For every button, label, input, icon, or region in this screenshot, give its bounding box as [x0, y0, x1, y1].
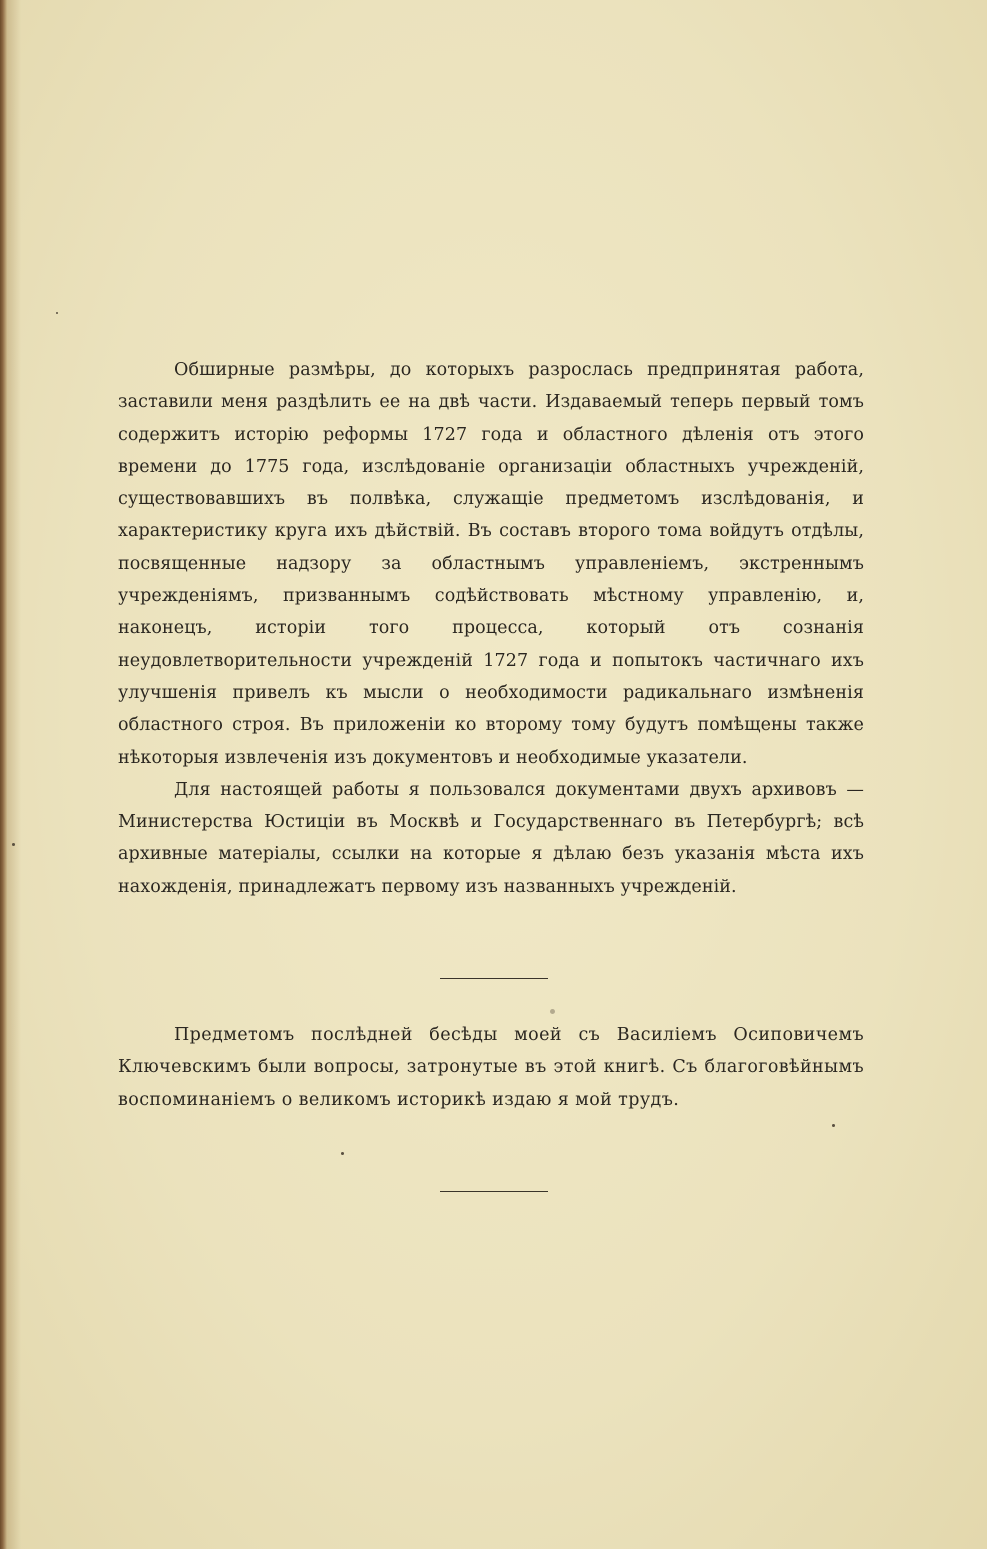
paper-speck [341, 1152, 344, 1155]
paper-speck [56, 312, 58, 314]
paper-speck [12, 843, 15, 846]
section-divider-top [440, 978, 548, 979]
spine-shadow [7, 0, 21, 1549]
preface-text [118, 354, 864, 903]
dedication-paragraph: Предметомъ послѣдней бесѣды моей съ Василіемъ Осиповичемъ Ключевскимъ были вопросы, затронутые въ этой книгѣ. Съ благоговѣйнымъ воспоминаніемъ о великомъ историкѣ издаю я мой трудъ. [118, 1025, 864, 1110]
preface-paragraph-2: Для настоящей работы я пользовался документами двухъ архивовъ — Министерства Юстиціи въ Москвѣ и Государственнаго въ Петербургѣ; всѣ архивные матеріалы, ссылки на которые я дѣлаю безъ указанія мѣста ихъ нахожденія, принадлежатъ первому изъ названныхъ учрежденій. [118, 779, 864, 897]
book-spine-edge [0, 0, 7, 1549]
section-divider-bottom [440, 1191, 548, 1192]
preface-paragraph-1: Обширные размѣры, до которыхъ разрослась предпринятая работа, заставили меня раздѣлить ее на двѣ части. Издаваемый теперь первый томъ содержитъ исторію реформы 1727 года и областного дѣленія отъ этого времени до 1775 года, изслѣдованіе организаціи областныхъ учрежденій, существовавшихъ въ полвѣка, служащіе предметомъ изслѣдованія, и характеристику круга ихъ дѣйствій. Въ составъ второго тома войдутъ отдѣлы, посвященные надзору за областнымъ управленіемъ, экстреннымъ учрежденіямъ, призваннымъ содѣйствовать мѣстному управленію, и, наконецъ, исторіи того процесса, который отъ сознанія неудовлетворительности учрежденій 1727 года и попытокъ частичнаго ихъ улучшенія привелъ къ мысли о необходимости радикальнаго измѣненія областного строя. Въ приложеніи ко второму тому будутъ помѣщены также нѣкоторыя извлеченія изъ документовъ и необходимые указатели. [118, 360, 864, 768]
dedication-text [118, 1019, 864, 1116]
paper-speck [550, 1009, 555, 1014]
paper-speck [832, 1124, 835, 1127]
